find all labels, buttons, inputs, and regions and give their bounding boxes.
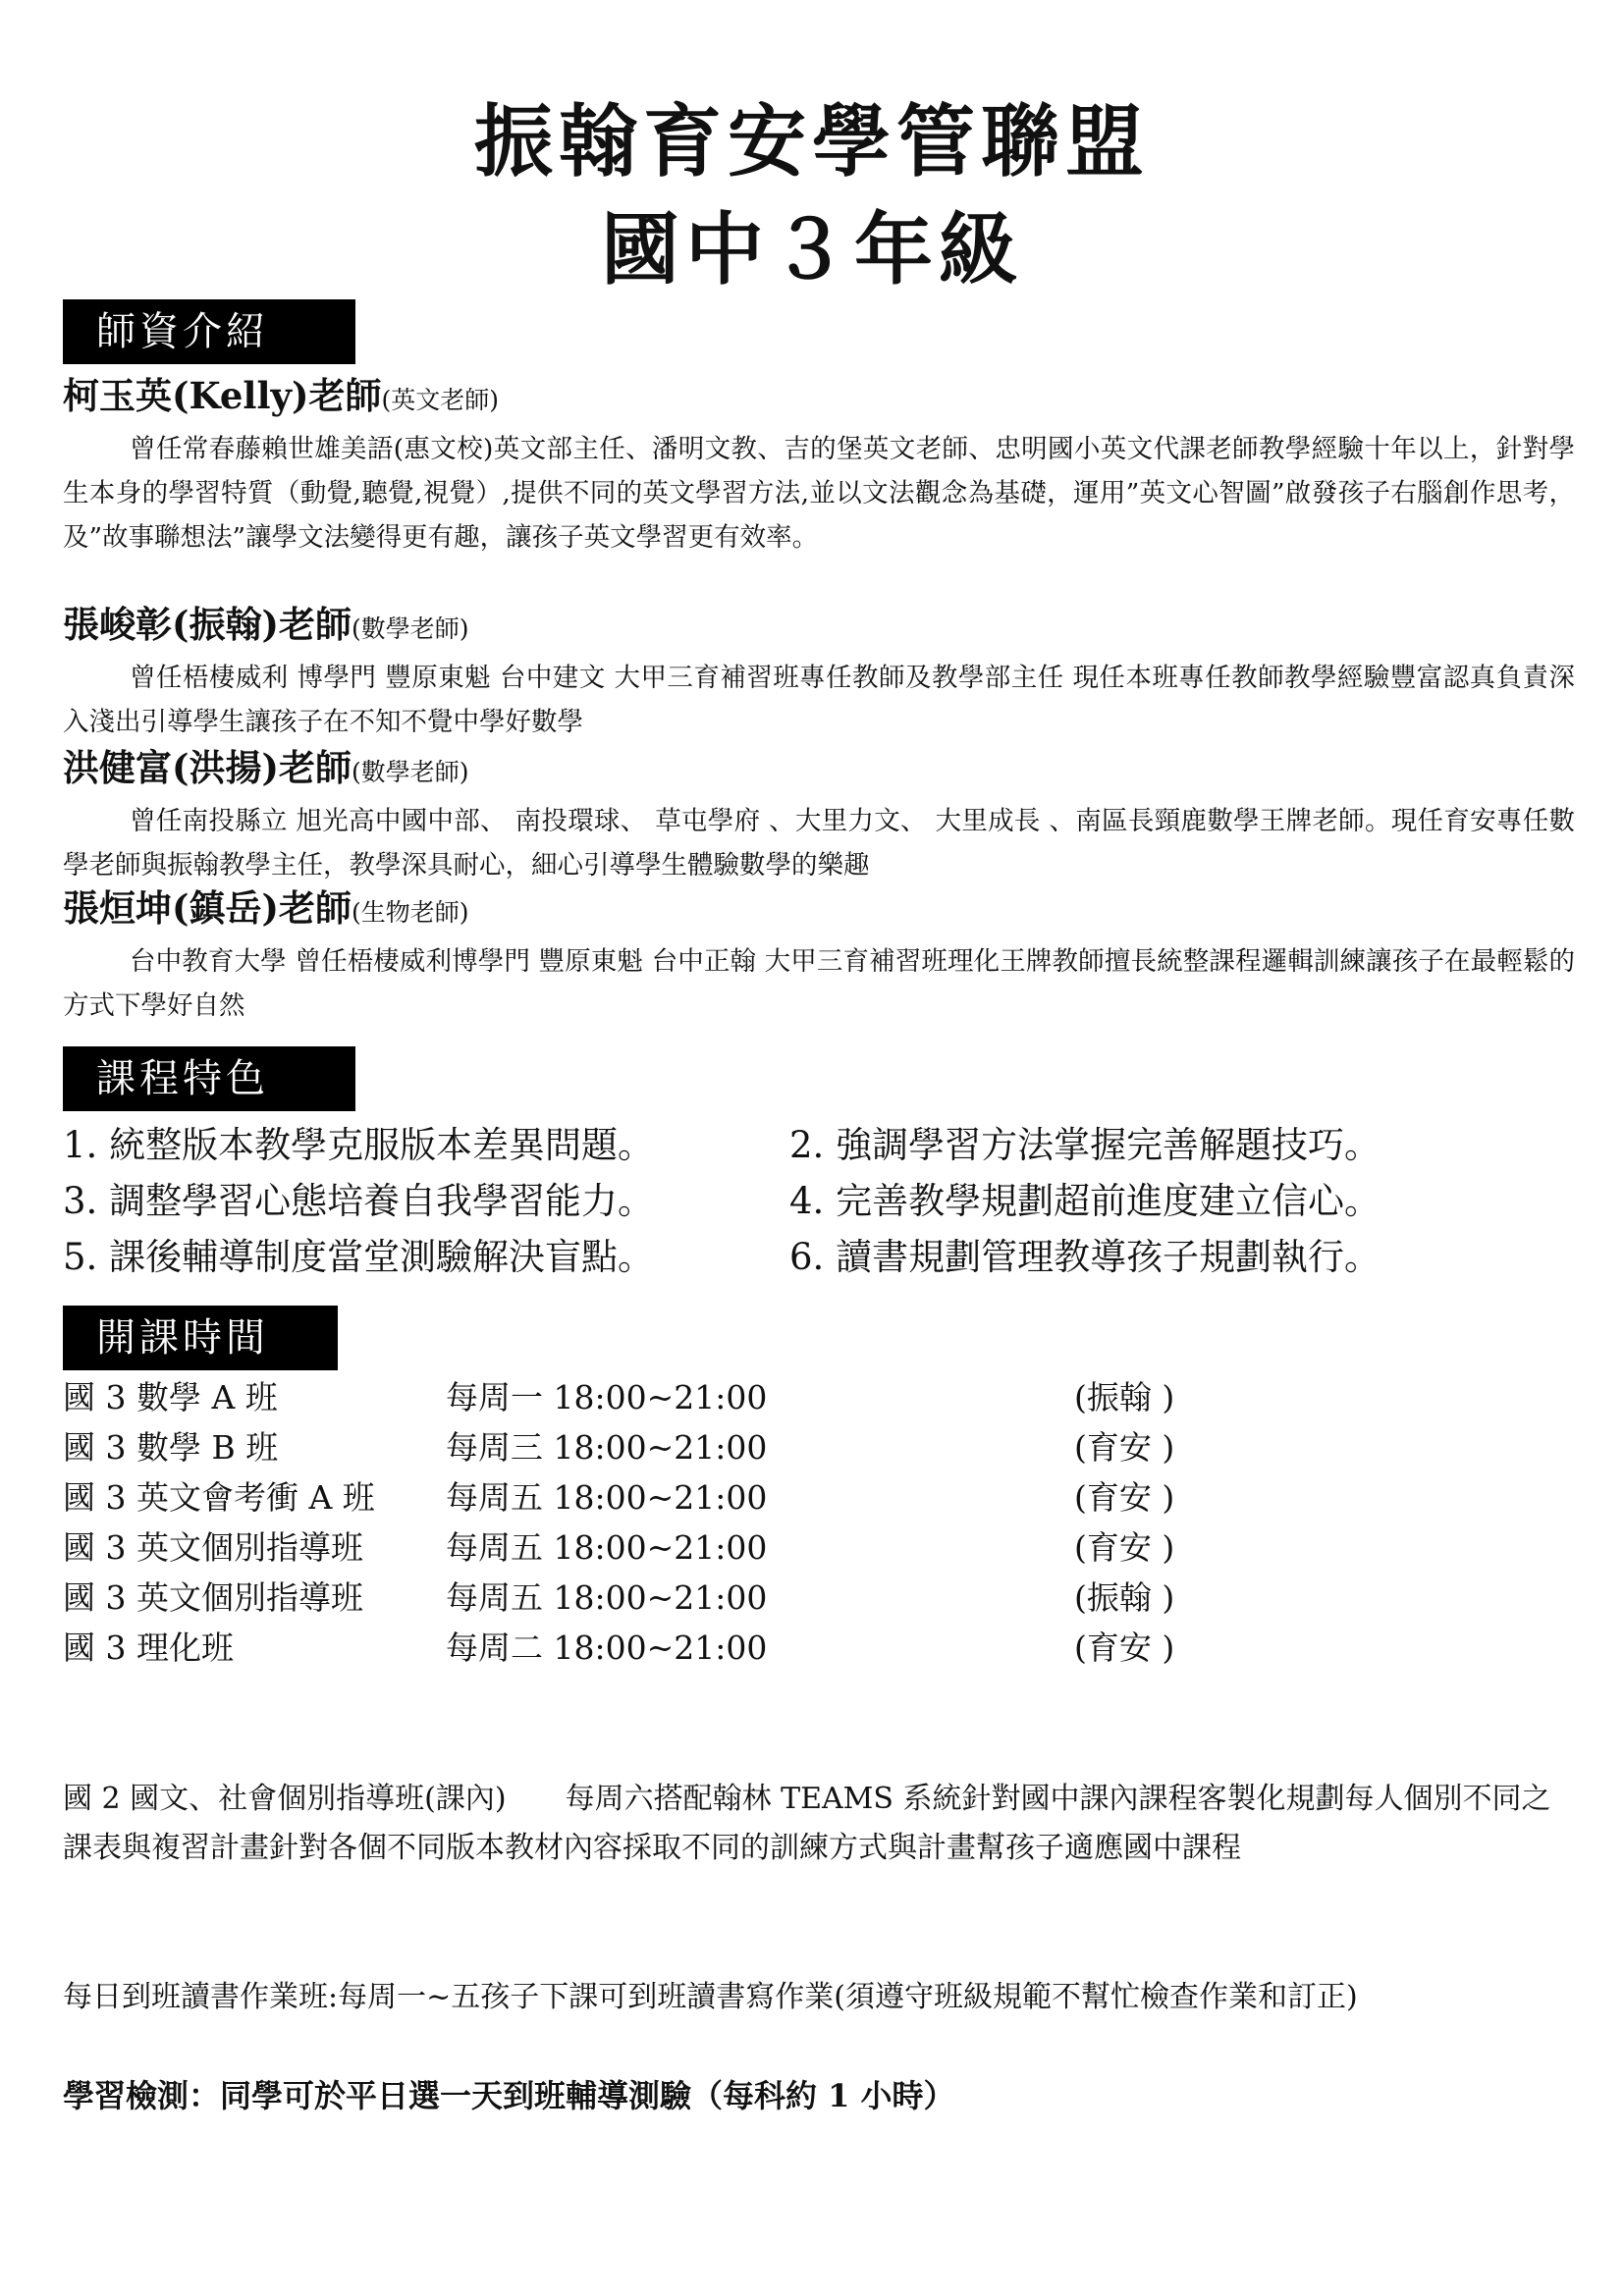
- schedule-time: 每周五 18:00~21:00: [446, 1578, 768, 1617]
- section-header-teachers: 師資介紹: [63, 299, 355, 364]
- feature-item: 4. 完善教學規劃超前進度建立信心。: [789, 1180, 1381, 1222]
- teacher-name: 柯玉英(Kelly)老師: [63, 374, 382, 417]
- section-header-schedule: 開課時間: [63, 1306, 338, 1370]
- feature-list: [63, 1117, 1595, 1285]
- teacher-role: (數學老師): [352, 758, 469, 786]
- section-header-features: 課程特色: [63, 1046, 355, 1111]
- note-individual-class: 國 2 國文、社會個別指導班(課內) 每周六搭配翰林 TEAMS 系統針對國中課內課程客製化規劃每人個別不同之課表與複習計畫針對各個不同版本教材內容採取不同的訓練方式與計畫幫孩子適應國中課程: [63, 1782, 1551, 1865]
- teacher-name: 張烜坤(鎮岳)老師: [63, 886, 352, 930]
- schedule-class: 國 3 英文個別指導班: [63, 1528, 363, 1567]
- schedule-time: 每周一 18:00~21:00: [446, 1378, 768, 1416]
- feature-row: [63, 1117, 1595, 1173]
- teacher-name-line: [63, 883, 1575, 937]
- feature-row: [63, 1173, 1595, 1229]
- schedule-row: [63, 1573, 1339, 1623]
- schedule-branch: (育安 ): [1074, 1629, 1175, 1667]
- teacher-role: (生物老師): [352, 898, 469, 927]
- teacher-name-line: [63, 600, 1575, 654]
- schedule-class: 國 3 數學 A 班: [63, 1378, 278, 1416]
- teacher-bio: 曾任南投縣立 旭光高中國中部、 南投環球、 草屯學府 、大里力文、 大里成長 、南區長頸鹿數學王牌老師。現任育安專任數學老師與振翰教學主任，教學深具耐心，細心引導學生體驗數學的樂趣: [63, 806, 1575, 881]
- feature-item: 5. 課後輔導制度當堂測驗解決盲點。: [63, 1236, 655, 1278]
- schedule-branch: (振翰 ): [1074, 1578, 1175, 1617]
- feature-item: 3. 調整學習心態培養自我學習能力。: [63, 1180, 655, 1222]
- feature-item: 2. 強調學習方法掌握完善解題技巧。: [789, 1124, 1381, 1166]
- flyer-title: 振翰育安學管聯盟: [474, 96, 1150, 187]
- schedule-branch: (育安 ): [1074, 1428, 1175, 1467]
- teacher-bio: 台中教育大學 曾任梧棲威利博學門 豐原東魁 台中正翰 大甲三育補習班理化王牌教師擅長統整課程邏輯訓練讓孩子在最輕鬆的方式下學好自然: [63, 946, 1575, 1021]
- schedule-branch: (育安 ): [1074, 1528, 1175, 1567]
- note-homework-class: 每日到班讀書作業班:每周一~五孩子下課可到班讀書寫作業(須遵守班級規範不幫忙檢查作業和訂正): [63, 1980, 1358, 2014]
- teacher-block: [63, 371, 1575, 560]
- teacher-block: [63, 883, 1575, 1028]
- feature-item: 6. 讀書規劃管理教導孩子規劃執行。: [789, 1236, 1381, 1278]
- teacher-role: (數學老師): [352, 614, 469, 643]
- feature-item: 1. 統整版本教學克服版本差異問題。: [63, 1124, 655, 1166]
- schedule-row: [63, 1422, 1339, 1472]
- schedule-time: 每周二 18:00~21:00: [446, 1629, 768, 1667]
- teacher-bio: 曾任常春藤賴世雄美語(惠文校)英文部主任、潘明文教、吉的堡英文老師、忠明國小英文代課老師教學經驗十年以上，針對學生本身的學習特質（動覺,聽覺,視覺）,提供不同的英文學習方法,並以文法觀念為基礎，運用”英文心智圖”啟發孩子右腦創作思考，及”故事聯想法”讓學文法變得更有趣，讓孩子英文學習更有效率。: [63, 434, 1575, 553]
- schedule-row: [63, 1623, 1339, 1673]
- teacher-name-line: [63, 371, 1575, 425]
- schedule-row: [63, 1472, 1339, 1522]
- schedule-class: 國 3 數學 B 班: [63, 1428, 279, 1467]
- teacher-block: [63, 743, 1575, 887]
- teacher-role: (英文老師): [381, 386, 500, 414]
- teacher-name: 洪健富(洪揚)老師: [63, 746, 352, 789]
- schedule-time: 每周五 18:00~21:00: [446, 1528, 768, 1567]
- schedule-row: [63, 1372, 1339, 1422]
- schedule-branch: (振翰 ): [1074, 1378, 1175, 1416]
- schedule-branch: (育安 ): [1074, 1478, 1175, 1517]
- schedule-class: 國 3 英文會考衝 A 班: [63, 1478, 375, 1517]
- feature-row: [63, 1229, 1595, 1285]
- teacher-name-line: [63, 743, 1575, 797]
- teacher-block: [63, 600, 1575, 744]
- schedule-row: [63, 1522, 1339, 1573]
- schedule-time: 每周三 18:00~21:00: [446, 1428, 768, 1467]
- flyer-subtitle: 國中３年級: [601, 204, 1023, 295]
- schedule-time: 每周五 18:00~21:00: [446, 1478, 768, 1517]
- schedule-class: 國 3 英文個別指導班: [63, 1578, 363, 1617]
- teacher-name: 張峻彰(振翰)老師: [63, 603, 352, 646]
- schedule-table: [63, 1372, 1339, 1673]
- teacher-bio: 曾任梧棲威利 博學門 豐原東魁 台中建文 大甲三育補習班專任教師及教學部主任 現任本班專任教師教學經驗豐富認真負責深入淺出引導學生讓孩子在不知不覺中學好數學: [63, 663, 1575, 737]
- note-learning-test: 學習檢測：同學可於平日選一天到班輔導測驗（每科約 1 小時）: [63, 2077, 955, 2114]
- schedule-class: 國 3 理化班: [63, 1629, 234, 1667]
